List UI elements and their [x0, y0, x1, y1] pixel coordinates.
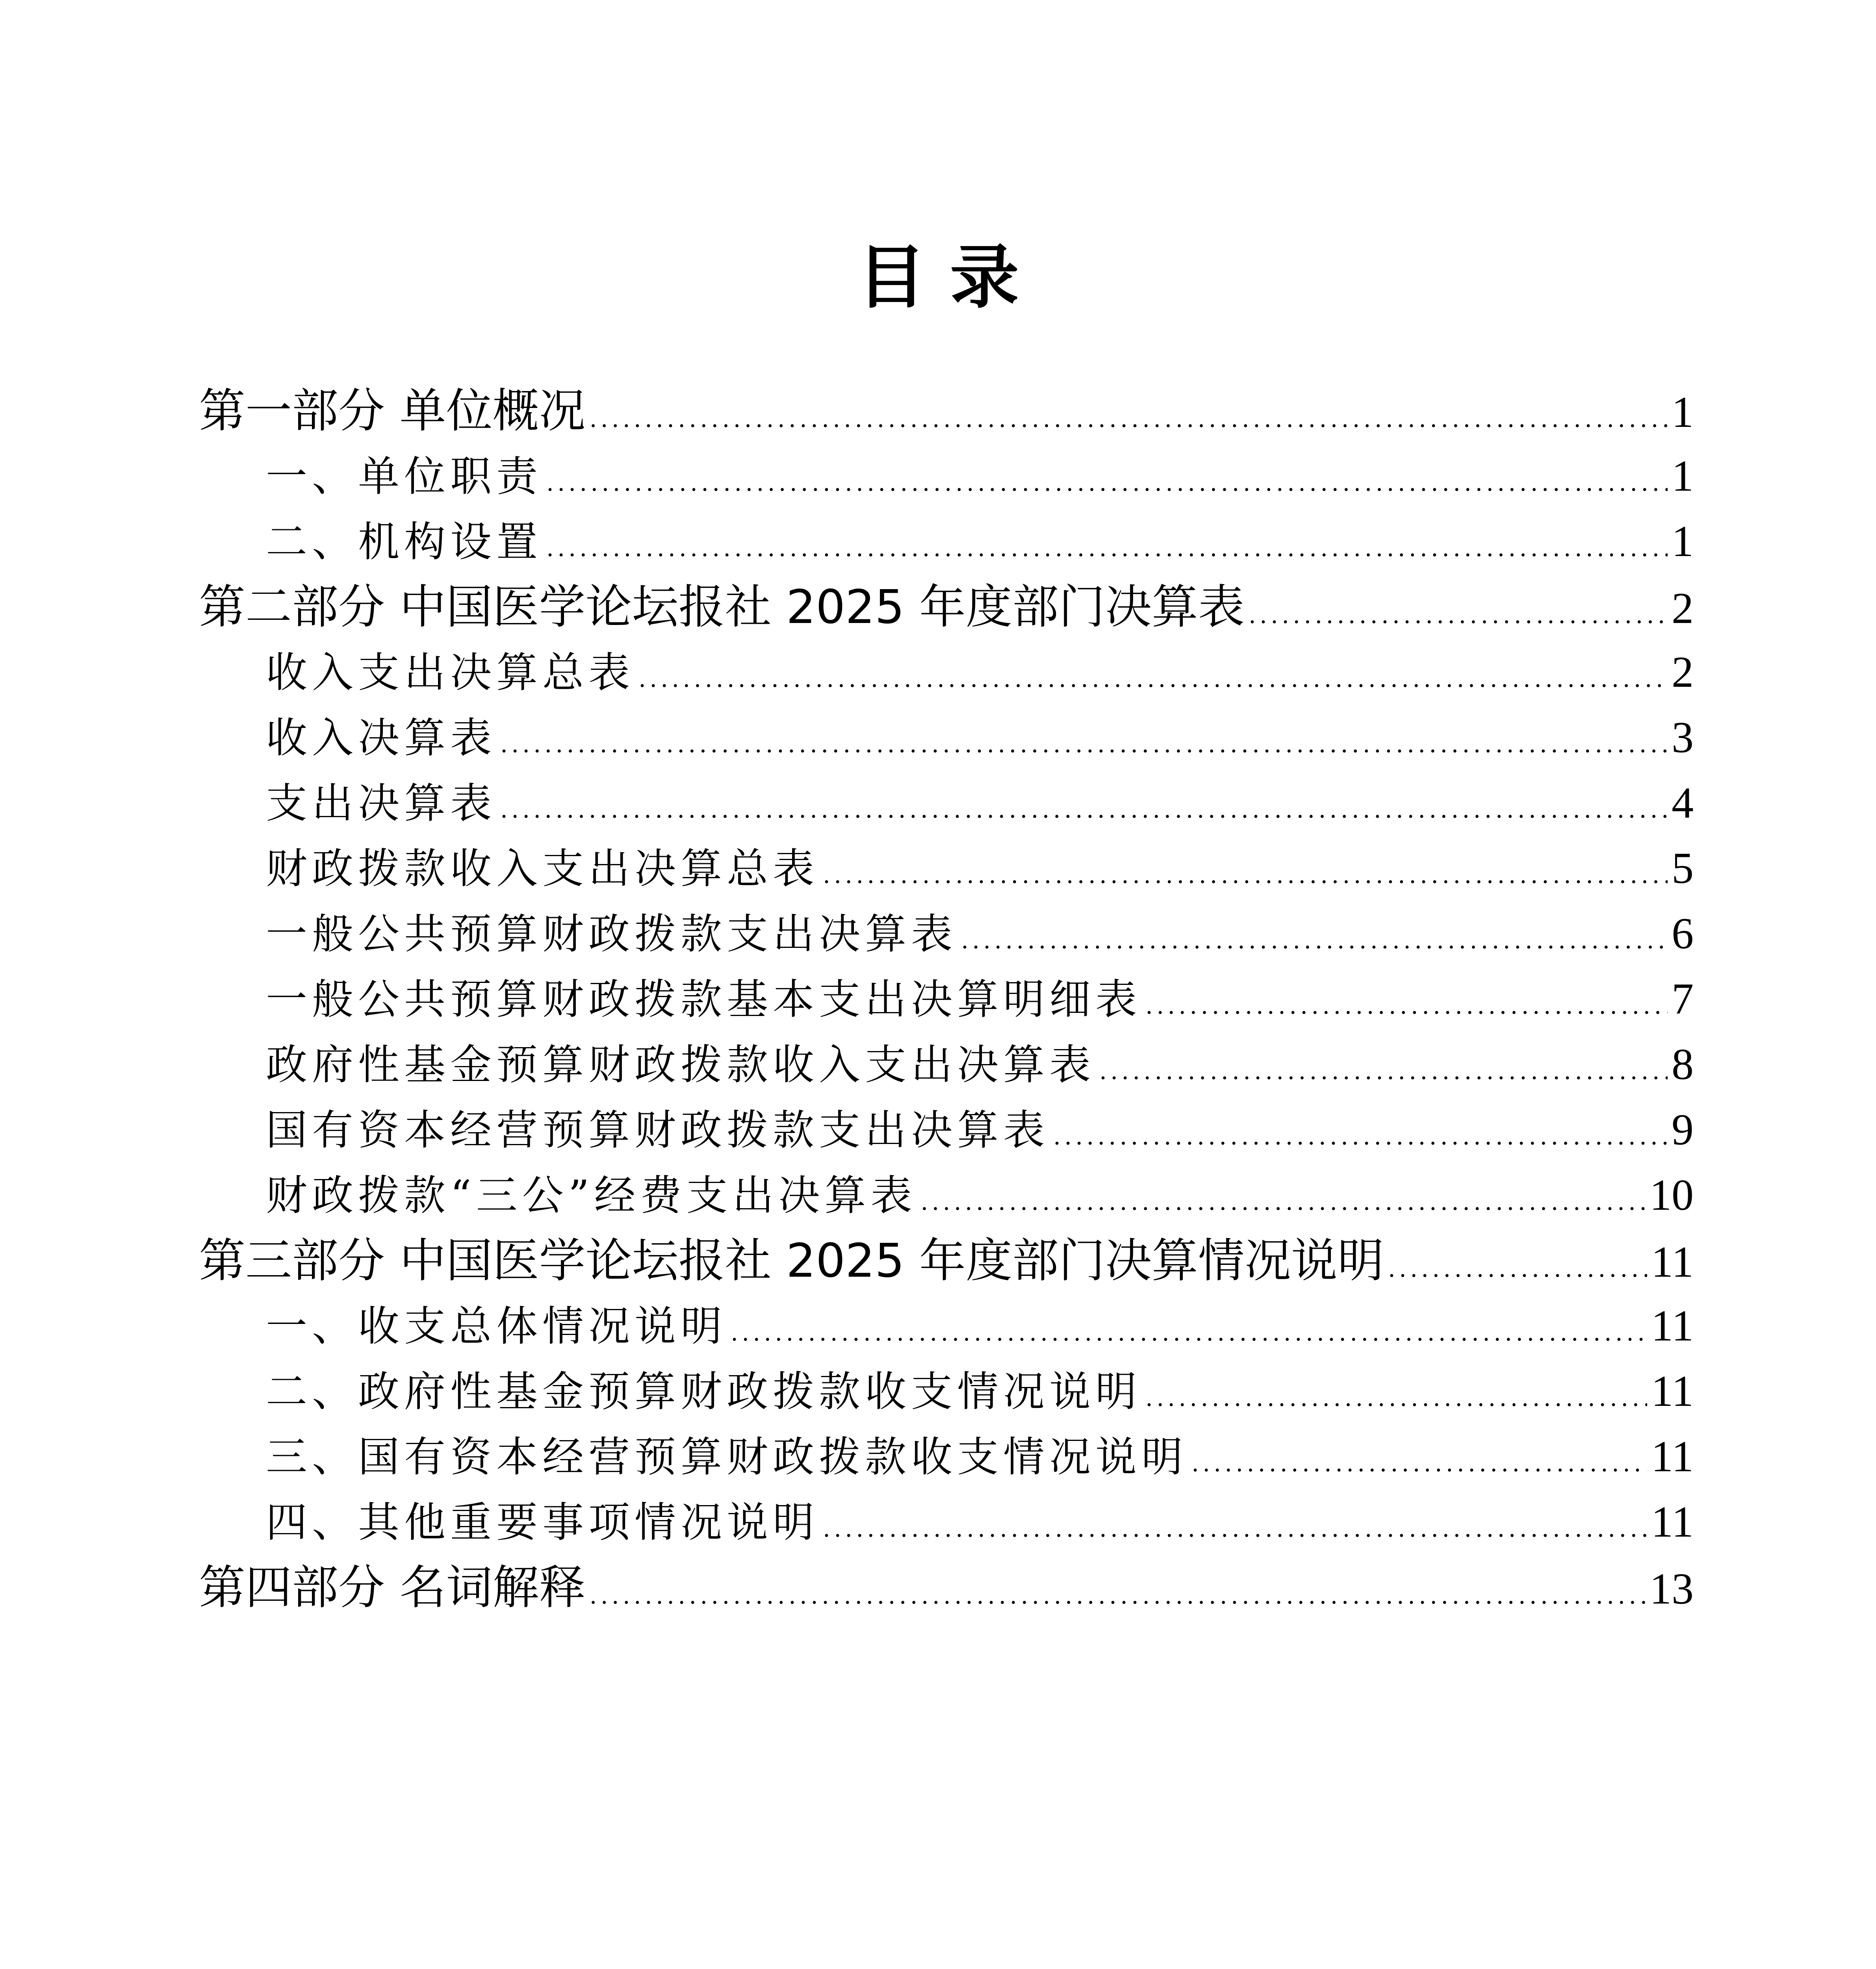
- toc-dot-leader: [1053, 1125, 1668, 1148]
- toc-dot-leader: [590, 407, 1668, 431]
- page-title: 目 录: [857, 237, 1019, 318]
- toc-dot-leader: [500, 732, 1668, 756]
- toc-page-number: 5: [1672, 844, 1694, 893]
- toc-page-number: 11: [1651, 1367, 1694, 1416]
- toc-page-number: 7: [1672, 975, 1694, 1023]
- toc-section-entry[interactable]: [199, 1097, 1694, 1162]
- toc-section-entry[interactable]: [199, 443, 1694, 509]
- toc-page-number: 1: [1672, 452, 1694, 501]
- toc-section-entry[interactable]: [199, 901, 1694, 966]
- toc-entry-label: 国有资本经营预算财政拨款支出决算表: [266, 1106, 1050, 1154]
- toc-page-number: 4: [1672, 779, 1694, 827]
- toc-entry-label: 一、单位职责: [266, 452, 543, 501]
- toc-page-number: 8: [1672, 1040, 1694, 1089]
- toc-page-number: 11: [1651, 1238, 1694, 1287]
- toc-page-number: 2: [1672, 584, 1694, 633]
- toc-section-entry[interactable]: [199, 1359, 1694, 1424]
- toc-part-entry[interactable]: [199, 378, 1694, 443]
- toc-section-entry[interactable]: [199, 1162, 1694, 1228]
- toc-dot-leader: [546, 536, 1668, 560]
- toc-entry-label: 政府性基金预算财政拨款收入支出决算表: [266, 1041, 1096, 1089]
- toc-dot-leader: [1249, 603, 1668, 627]
- toc-section-entry[interactable]: [199, 1293, 1694, 1359]
- toc-entry-label: 一般公共预算财政拨款支出决算表: [266, 910, 957, 958]
- toc-section-entry[interactable]: [199, 1032, 1694, 1097]
- toc-dot-leader: [961, 929, 1668, 952]
- toc-dot-leader: [823, 1517, 1647, 1541]
- toc-page-number: 9: [1672, 1105, 1694, 1154]
- toc-entry-label: 二、机构设置: [266, 518, 543, 566]
- toc-page-number: 3: [1672, 713, 1694, 762]
- toc-page-number: 1: [1672, 517, 1694, 566]
- toc-entry-label: 二、政府性基金预算财政拨款收支情况说明: [266, 1368, 1142, 1416]
- toc-page-number: 11: [1651, 1498, 1694, 1546]
- toc-entry-label: 四、其他重要事项情况说明: [266, 1498, 819, 1546]
- toc-dot-leader: [920, 1190, 1646, 1214]
- toc-entry-label: 一、收支总体情况说明: [266, 1302, 727, 1350]
- toc-part-entry[interactable]: [199, 574, 1694, 640]
- toc-dot-leader: [1145, 994, 1668, 1018]
- toc-page-number: 11: [1651, 1432, 1694, 1481]
- toc-section-entry[interactable]: [199, 836, 1694, 901]
- toc-dot-leader: [1388, 1257, 1647, 1281]
- toc-part-entry[interactable]: [199, 1228, 1694, 1293]
- toc-entry-label: 一般公共预算财政拨款基本支出决算明细表: [266, 975, 1142, 1023]
- toc-dot-leader: [546, 471, 1668, 495]
- toc-page-number: 2: [1672, 648, 1694, 697]
- toc-dot-leader: [1099, 1059, 1668, 1083]
- toc-dot-leader: [590, 1584, 1646, 1607]
- toc-entry-label: 第一部分 单位概况: [199, 384, 586, 438]
- toc-section-entry[interactable]: [199, 705, 1694, 770]
- toc-dot-leader: [823, 863, 1668, 887]
- toc-dot-leader: [500, 798, 1668, 821]
- toc-page-number: 11: [1651, 1302, 1694, 1350]
- toc-page-number: 10: [1650, 1171, 1694, 1220]
- toc-page-number: 13: [1650, 1565, 1694, 1613]
- toc-entry-label: 支出决算表: [266, 779, 497, 827]
- toc-entry-label: 收入支出决算总表: [266, 649, 635, 697]
- toc-entry-label: 第三部分 中国医学论坛报社 2025 年度部门决算情况说明: [199, 1233, 1384, 1288]
- toc-section-entry[interactable]: [199, 509, 1694, 574]
- toc-dot-leader: [731, 1321, 1647, 1344]
- toc-section-entry[interactable]: [199, 966, 1694, 1032]
- toc-section-entry[interactable]: [199, 640, 1694, 705]
- toc-page-number: 6: [1672, 909, 1694, 958]
- toc-dot-leader: [638, 667, 1668, 691]
- toc-entry-label: 财政拨款“三公”经费支出决算表: [266, 1172, 917, 1220]
- toc-part-entry[interactable]: [199, 1555, 1694, 1620]
- toc-section-entry[interactable]: [199, 770, 1694, 836]
- toc-entry-label: 收入决算表: [266, 714, 497, 762]
- toc-dot-leader: [1191, 1452, 1647, 1475]
- toc-section-entry[interactable]: [199, 1489, 1694, 1555]
- toc-entry-label: 三、国有资本经营预算财政拨款收支情况说明: [266, 1433, 1188, 1481]
- toc-dot-leader: [1145, 1386, 1647, 1410]
- table-of-contents: [199, 378, 1694, 1620]
- toc-entry-label: 第二部分 中国医学论坛报社 2025 年度部门决算表: [199, 580, 1245, 634]
- toc-entry-label: 第四部分 名词解释: [199, 1560, 586, 1615]
- toc-section-entry[interactable]: [199, 1424, 1694, 1489]
- toc-entry-label: 财政拨款收入支出决算总表: [266, 845, 819, 893]
- toc-page-number: 1: [1672, 388, 1694, 437]
